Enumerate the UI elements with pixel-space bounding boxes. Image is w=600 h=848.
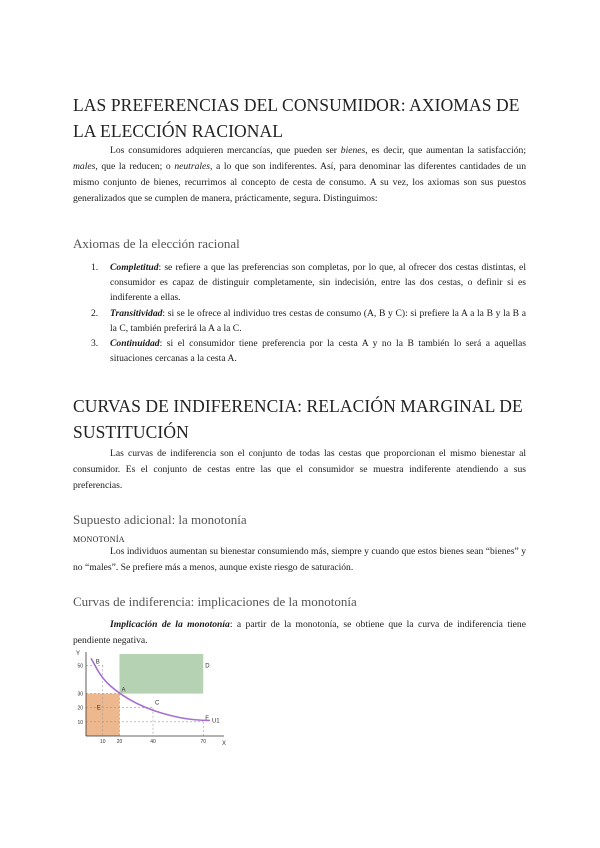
intro-italic-bienes: bienes (340, 145, 366, 156)
curve-label: U1 (211, 718, 220, 725)
section-title-preferencias: LAS PREFERENCIAS DEL CONSUMIDOR: AXIOMAS DE LA ELECCIÓN RACIONAL (73, 95, 520, 141)
indifference-curve-chart (70, 648, 230, 753)
axiom-item (73, 260, 526, 305)
intro-paragraph (73, 143, 526, 207)
point-label-D: D (205, 663, 210, 670)
section-title-curvas: CURVAS DE INDIFERENCIA: RELACIÓN MARGINAL DE SUSTITUCIÓN (73, 396, 523, 442)
point-label-E: E (96, 705, 101, 712)
x-tick-label: 40 (150, 739, 156, 745)
implicacion-paragraph (73, 617, 526, 649)
implicacion-term: Implicación de la monotonía (110, 619, 230, 630)
y-tick-label: 30 (77, 691, 83, 698)
axiom-item (73, 336, 526, 366)
axiom-number: 3. (91, 338, 99, 349)
monotonia-paragraph (73, 544, 526, 576)
y-tick-label: 10 (77, 719, 83, 726)
subheading-axiomas: Axiomas de la elección racional (73, 236, 240, 251)
x-axis-label: X (222, 741, 227, 747)
y-tick-label: 20 (77, 705, 83, 712)
monotonia-label: MONOTONÍA (73, 535, 125, 544)
axiom-text: : si se le ofrece al individuo tres cestas de consumo (A, B y C): si prefiere la A a la B y la B a la C, también preferirá la A a la C. (110, 307, 526, 334)
point-label-A: A (121, 687, 126, 694)
point-label-F: F (205, 715, 209, 722)
region-preferred (120, 654, 204, 694)
curvas-intro-text: Las curvas de indiferencia son el conjunto de todas las cestas que proporcionan el mismo bienestar al consumidor. Es el conjunto de cestas entre las que el consumidor se muestra indiferente atendiendo a sus preferencias. (73, 448, 526, 491)
y-tick-label: 50 (77, 663, 83, 670)
intro-text-2: , es decir, que aumentan la satisfacción; (365, 145, 526, 156)
x-tick-label: 70 (200, 739, 207, 745)
axiom-term: Completitud (110, 262, 159, 273)
implicacion-text: : a partir de la monotonía, se obtiene que la curva de indiferencia tiene pendiente negativa. (73, 619, 526, 646)
axiom-item (73, 306, 526, 336)
axiom-term: Transitividad (110, 307, 163, 319)
subheading-monotonia: Supuesto adicional: la monotonía (73, 512, 247, 527)
axiom-number: 2. (91, 307, 99, 319)
intro-text-1: Los consumidores adquieren mercancías, que pueden ser (110, 145, 341, 156)
x-tick-label: 10 (99, 739, 106, 745)
intro-text-3: , que la reducen; o (95, 161, 175, 172)
monotonia-text: Los individuos aumentan su bienestar consumiendo más, siempre y cuando que estos bienes sean “bienes” y no “males”. Se prefiere más a menos, aunque existe riesgo de saturación. (73, 546, 526, 573)
subheading-implicaciones: Curvas de indiferencia: implicaciones de la monotonía (73, 594, 357, 609)
curvas-intro-paragraph (73, 446, 526, 494)
axiom-text: : si el consumidor tiene preferencia por la cesta A y no la B también lo será a aquellas situaciones cercanas a la cesta A. (110, 338, 526, 364)
intro-text-4: , a lo que son indiferentes. Así, para denominar las diferentes cantidades de un mismo conjunto de bienes, recurrimos al concepto de cesta de consumo. A su vez, los axiomas son sus puestos generalizados que se cumplen de manera, prácticamente, segura. Distinguimos: (73, 161, 526, 204)
axiom-text: : se refiere a que las preferencias son completas, por lo que, al ofrecer dos cestas distintas, el consumidor es capaz de distinguir completamente, sin indecisión, entre las dos cestas, o definir si es indiferente a ellas. (110, 262, 526, 303)
axiom-term: Continuidad (110, 338, 160, 349)
axioms-list (73, 260, 526, 367)
axiom-number: 1. (91, 262, 99, 273)
point-label-C: C (155, 700, 160, 707)
intro-italic-neutrales: neutrales (174, 161, 211, 172)
intro-italic-males: males (73, 161, 96, 172)
x-tick-label: 20 (116, 739, 123, 745)
y-axis-label: Y (76, 651, 81, 657)
point-label-B: B (95, 659, 100, 666)
